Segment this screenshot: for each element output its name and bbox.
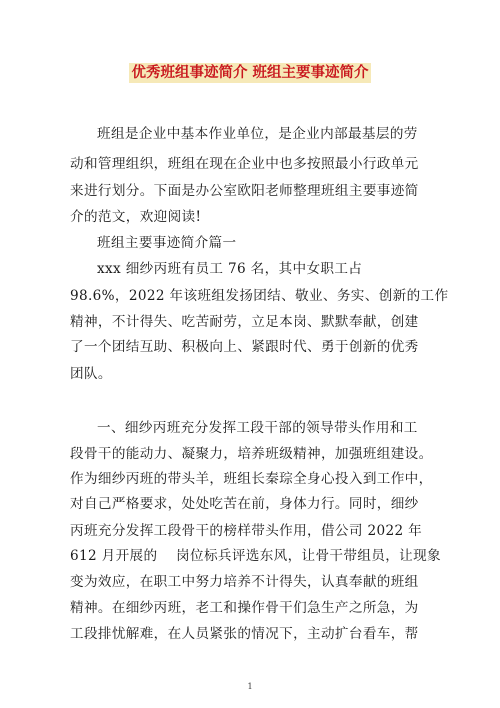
paragraph-line: 动和管理组织，班组在现在企业中也多按照最小行政单元 — [70, 156, 419, 172]
paragraph-line: xxx 细纱丙班有员工 76 名，其中女职工占 — [97, 261, 363, 277]
document-title-wrap — [0, 62, 500, 83]
paragraph-line: 精神。在细纱丙班，老工和操作骨干们急生产之所急，为 — [70, 600, 419, 616]
paragraph-line: 班组是企业中基本作业单位，是企业内部最基层的劳 — [97, 126, 418, 142]
paragraph-line: 来进行划分。下面是办公室欧阳老师整理班组主要事迹简 — [70, 183, 419, 199]
paragraph-line: 作为细纱丙班的带头羊，班组长秦琮全身心投入到工作中， — [70, 471, 433, 487]
paragraph-line: 段骨干的能动力、凝聚力，培养班级精神，加强班组建设。 — [70, 446, 433, 462]
paragraph-line: 一、细纱丙班充分发挥工段干部的领导带头作用和工 — [97, 420, 418, 436]
paragraph-line: 变为效应，在职工中努力培养不计得失，认真奉献的班组 — [70, 574, 419, 590]
paragraph-line: 对自己严格要求，处处吃苦在前，身体力行。同时，细纱 — [70, 496, 419, 512]
paragraph-line: 介的范文，欢迎阅读! — [70, 209, 202, 225]
paragraph-line: 工段排忧解难，在人员紧张的情况下，主动扩台看车，帮 — [70, 626, 419, 642]
paragraph-line: 98.6%，2022 年该班组发扬团结、敬业、务实、创新的工作 — [70, 288, 449, 304]
page-number: 1 — [247, 682, 253, 691]
paragraph-line: 612 月开展的 岗位标兵评选东风，让骨干带组员，让现象 — [70, 548, 441, 564]
section-heading: 班组主要事迹简介篇一 — [97, 235, 237, 251]
document-title: 优秀班组事迹简介 班组主要事迹简介 — [131, 65, 369, 81]
paragraph-line: 丙班充分发挥工段骨干的榜样带头作用，借公司 2022 年 — [70, 523, 423, 539]
paragraph-line: 精神，不计得失、吃苦耐劳，立足本岗、默默奉献，创建 — [70, 314, 419, 330]
paragraph-line: 团队。 — [70, 366, 112, 382]
paragraph-line: 了一个团结互助、积极向上、紧跟时代、勇于创新的优秀 — [70, 339, 419, 355]
